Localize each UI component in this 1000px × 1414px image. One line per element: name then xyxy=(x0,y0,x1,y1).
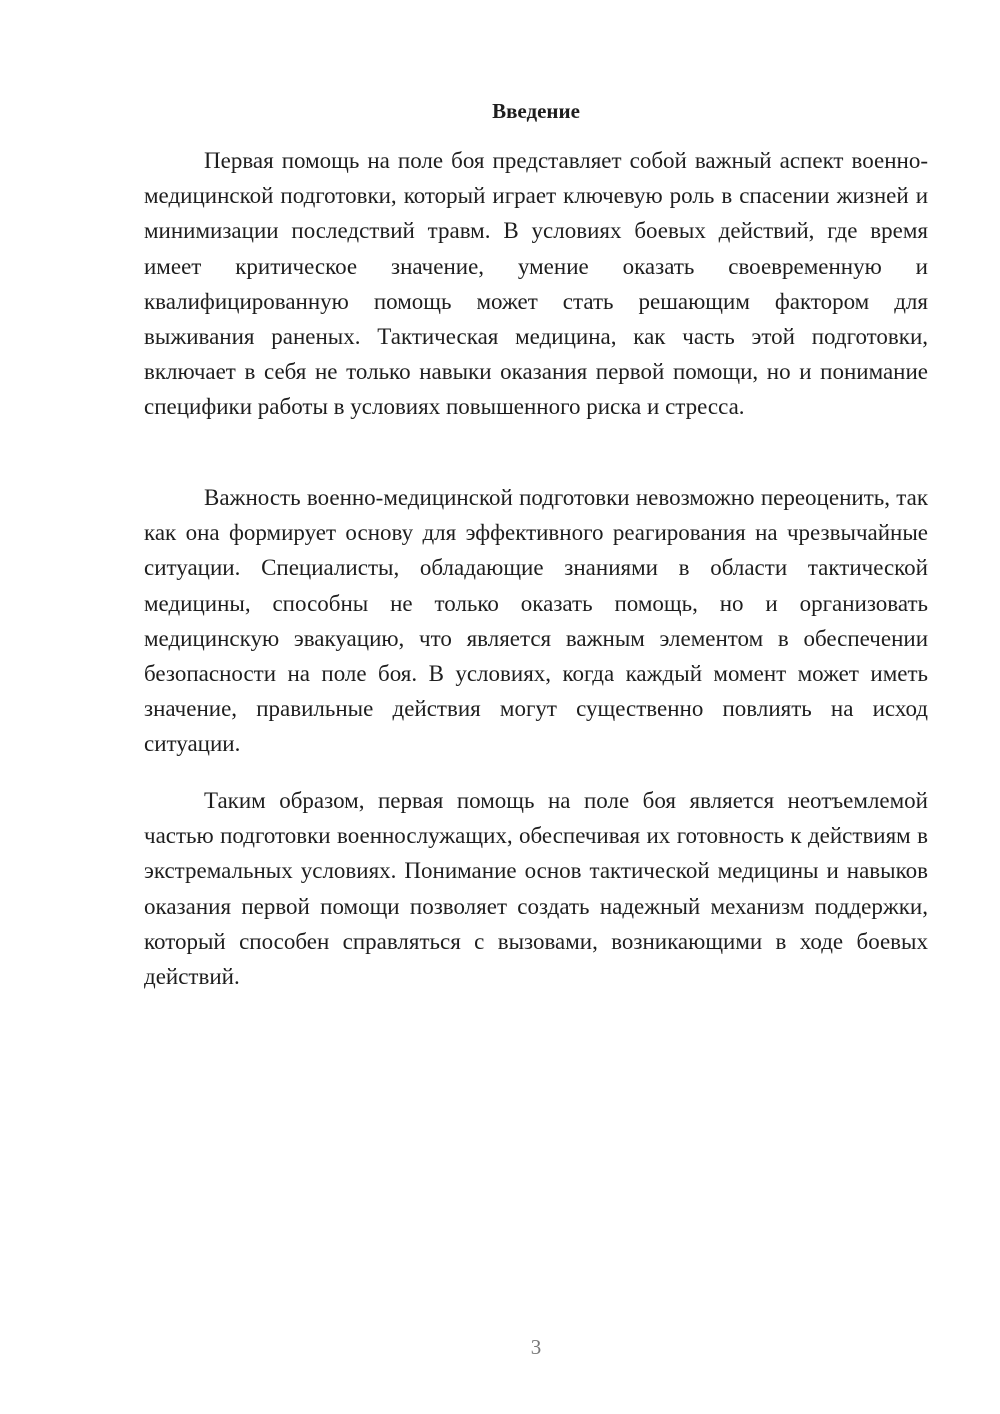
page-number: 3 xyxy=(530,1335,542,1359)
paragraph-2: Важность военно-медицинской подготовки невозможно переоценить, так как она формирует основу для эффективного реагирования на чрезвычайные ситуации. Специалисты, обладающие знаниями в области тактической медицины, способны не только оказать помощь, но и организовать медицинскую эвакуацию, что является важным элементом в обеспечении безопасности на поле боя. В условиях, когда каждый момент может иметь значение, правильные действия могут существенно повлиять на исход ситуации. xyxy=(144,485,928,757)
paragraph-1: Первая помощь на поле боя представляет собой важный аспект военно-медицинской подготовки, который играет ключевую роль в спасении жизней и минимизации последствий травм. В условиях боевых действий, где время имеет критическое значение, умение оказать своевременную и квалифицированную помощь может стать решающим фактором для выживания раненых. Тактическая медицина, как часть этой подготовки, включает в себя не только навыки оказания первой помощи, но и понимание специфики работы в условиях повышенного риска и стресса. xyxy=(144,148,928,420)
paragraph-3: Таким образом, первая помощь на поле боя является неотъемлемой частью подготовки военнослужащих, обеспечивая их готовность к действиям в экстремальных условиях. Понимание основ тактической медицины и навыков оказания первой помощи позволяет создать надежный механизм поддержки, который способен справляться с вызовами, возникающими в ходе боевых действий. xyxy=(144,788,928,990)
section-heading: Введение xyxy=(492,99,580,123)
